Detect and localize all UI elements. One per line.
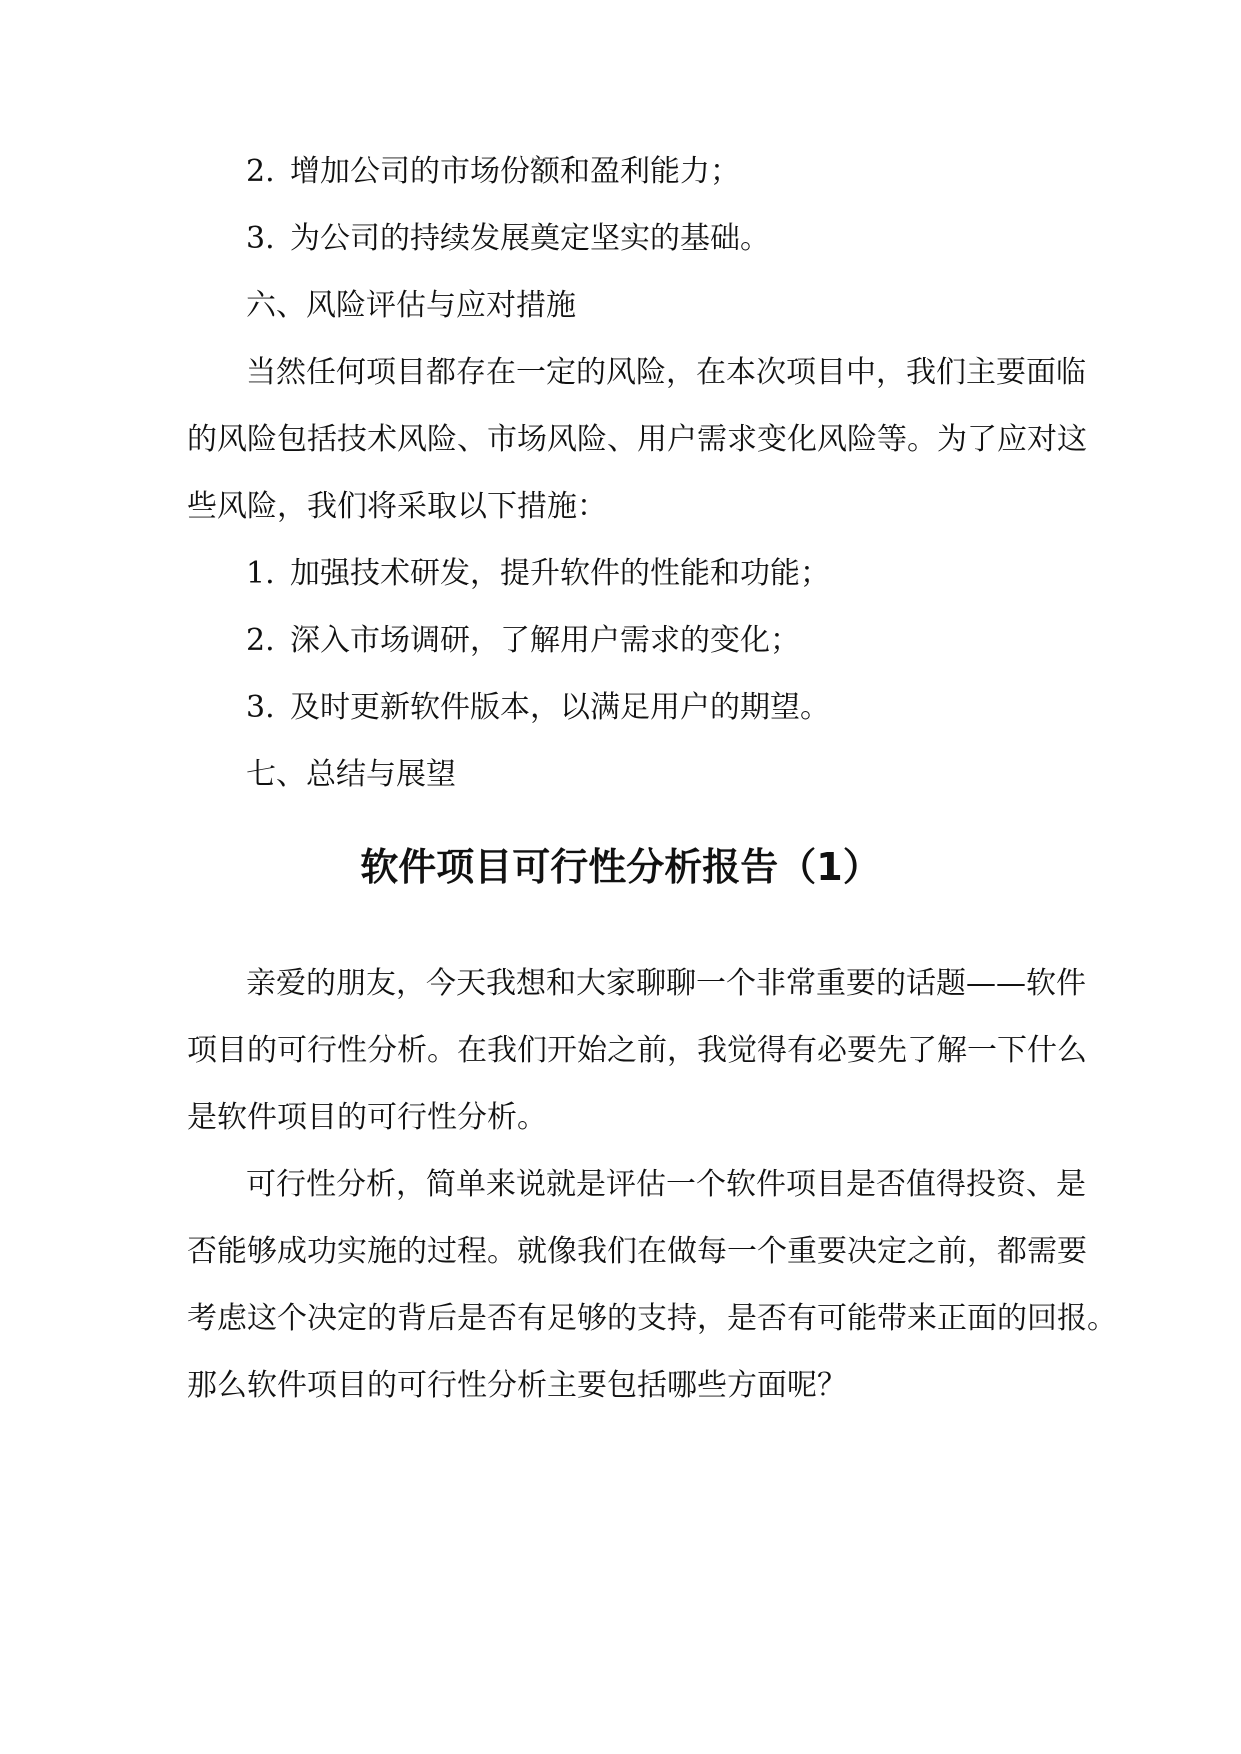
paragraph-line: 亲爱的朋友，今天我想和大家聊聊一个非常重要的话题——软件	[246, 966, 1086, 1001]
list-item	[246, 152, 1056, 192]
document-title: 软件项目可行性分析报告（1）	[360, 845, 881, 889]
paragraph-line: 考虑这个决定的背后是否有足够的支持，是否有可能带来正面的回报。	[187, 1301, 1117, 1336]
paragraph-line: 否能够成功实施的过程。就像我们在做每一个重要决定之前，都需要	[187, 1234, 1087, 1269]
list-number: 2.	[246, 154, 275, 189]
list-number: 3.	[246, 221, 275, 256]
section-heading-six: 六、风险评估与应对措施	[246, 288, 576, 323]
list-number: 3.	[246, 690, 275, 725]
paragraph-line: 可行性分析，简单来说就是评估一个软件项目是否值得投资、是	[246, 1167, 1086, 1202]
list-text: 加强技术研发，提升软件的性能和功能；	[290, 556, 830, 591]
list-number: 1.	[246, 556, 275, 591]
paragraph-line: 那么软件项目的可行性分析主要包括哪些方面呢？	[187, 1368, 847, 1403]
paragraph-line: 的风险包括技术风险、市场风险、用户需求变化风险等。为了应对这	[187, 422, 1087, 457]
list-text: 为公司的持续发展奠定坚实的基础。	[290, 221, 770, 256]
list-text: 深入市场调研，了解用户需求的变化；	[290, 623, 800, 658]
section-heading-seven: 七、总结与展望	[246, 757, 456, 792]
list-item	[246, 554, 1056, 594]
list-item	[246, 688, 1056, 728]
list-item	[246, 219, 1056, 259]
paragraph-line: 些风险，我们将采取以下措施：	[187, 489, 607, 524]
list-text: 及时更新软件版本，以满足用户的期望。	[290, 690, 830, 725]
list-text: 增加公司的市场份额和盈利能力；	[290, 154, 740, 189]
list-number: 2.	[246, 623, 275, 658]
paragraph-line: 是软件项目的可行性分析。	[187, 1100, 547, 1135]
paragraph-line: 当然任何项目都存在一定的风险，在本次项目中，我们主要面临	[246, 355, 1086, 390]
paragraph-line: 项目的可行性分析。在我们开始之前，我觉得有必要先了解一下什么	[187, 1033, 1087, 1068]
list-item	[246, 621, 1056, 661]
